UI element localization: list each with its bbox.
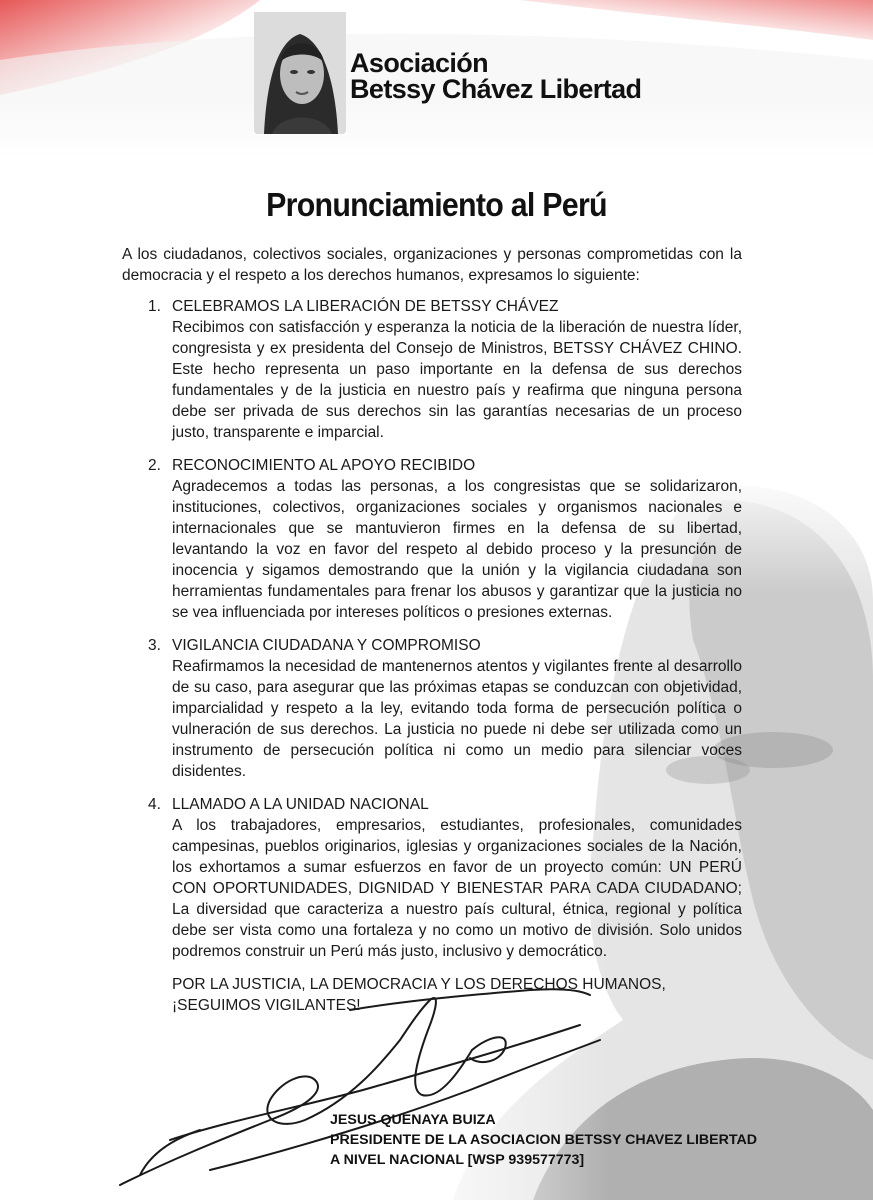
header	[254, 12, 641, 134]
signer-scope: A NIVEL NACIONAL [WSP 939577773]	[330, 1152, 585, 1168]
closing-line2: ¡SEGUIMOS VIGILANTES!	[172, 997, 361, 1014]
signer-role: PRESIDENTE DE LA ASOCIACION BETSSY CHAVEZ LIBERTAD	[330, 1132, 757, 1148]
item-heading: RECONOCIMIENTO AL APOYO RECIBIDO	[172, 457, 476, 474]
document-body	[122, 244, 742, 1016]
item-number: 3.	[148, 637, 161, 654]
signer-block	[330, 1110, 757, 1170]
profile-photo	[254, 12, 346, 134]
item-heading: CELEBRAMOS LA LIBERACIÓN DE BETSSY CHÁVEZ	[172, 298, 559, 315]
item-number: 4.	[148, 796, 161, 813]
org-name-line1: Asociación	[350, 48, 489, 78]
intro-paragraph: A los ciudadanos, colectivos sociales, organizaciones y personas comprometidas con la democracia y el respeto a los derechos humanos, expresamos lo siguiente:	[122, 246, 742, 284]
item-text: A los trabajadores, empresarios, estudiantes, profesionales, comunidades campesinas, pueblos originarios, iglesias y organizaciones sociales de la Nación, los exhortamos a sumar esfuerzos en favor de un proyecto común: UN PERÚ CON OPORTUNIDADES, DIGNIDAD Y BIENESTAR PARA CADA CIUDADANO; La diversidad que caracteriza a nuestro país cultural, étnica, regional y política debe ser vista como una fortaleza y no como un motivo de división. Solo unidos podremos construir un Perú más justo, inclusivo y democrático.	[172, 817, 742, 960]
closing-line1: POR LA JUSTICIA, LA DEMOCRACIA Y LOS DERECHOS HUMANOS,	[172, 976, 666, 993]
item-heading: VIGILANCIA CIUDADANA Y COMPROMISO	[172, 637, 481, 654]
organization-name	[350, 50, 641, 102]
item-number: 1.	[148, 298, 161, 315]
item-text: Recibimos con satisfacción y esperanza la noticia de la liberación de nuestra líder, congresista y ex presidenta del Consejo de Ministros, BETSSY CHÁVEZ CHINO. Este hecho representa un paso importante en la defensa de sus derechos fundamentales y de la justicia en nuestro país y reafirma que ninguna persona debe ser privada de sus derechos sin las garantías necesarias de un proceso justo, transparente e imparcial.	[172, 319, 742, 441]
list-item	[122, 296, 742, 443]
list-item	[122, 794, 742, 962]
item-text: Agradecemos a todas las personas, a los congresistas que se solidarizaron, instituciones, colectivos, organizaciones sociales y organismos nacionales e internacionales que se mantuvieron firmes en la defensa de su libertad, levantando la voz en favor del respeto al debido proceso y la presunción de inocencia y sigamos demostrando que la unión y la vigilancia ciudadana son herramientas fundamentales para frenar los abusos y garantizar que la justicia no se vea influenciada por intereses políticos o presiones externas.	[172, 478, 742, 621]
item-text: Reafirmamos la necesidad de mantenernos atentos y vigilantes frente al desarrollo de su caso, para asegurar que las próximas etapas se conduzcan con objetividad, imparcialidad y respeto a la ley, evitando toda forma de persecución política o vulneración de sus derechos. La justicia no puede ni debe ser utilizada como un instrumento de persecución política ni como un medio para silenciar voces disidentes.	[172, 658, 742, 780]
signer-name: JESUS QUENAYA BUIZA	[330, 1112, 496, 1128]
document-title: Pronunciamiento al Perú	[266, 186, 607, 223]
list-item	[122, 635, 742, 782]
list-item	[122, 455, 742, 623]
item-heading: LLAMADO A LA UNIDAD NACIONAL	[172, 796, 429, 813]
item-number: 2.	[148, 457, 161, 474]
org-name-line2: Betssy Chávez Libertad	[350, 74, 642, 104]
